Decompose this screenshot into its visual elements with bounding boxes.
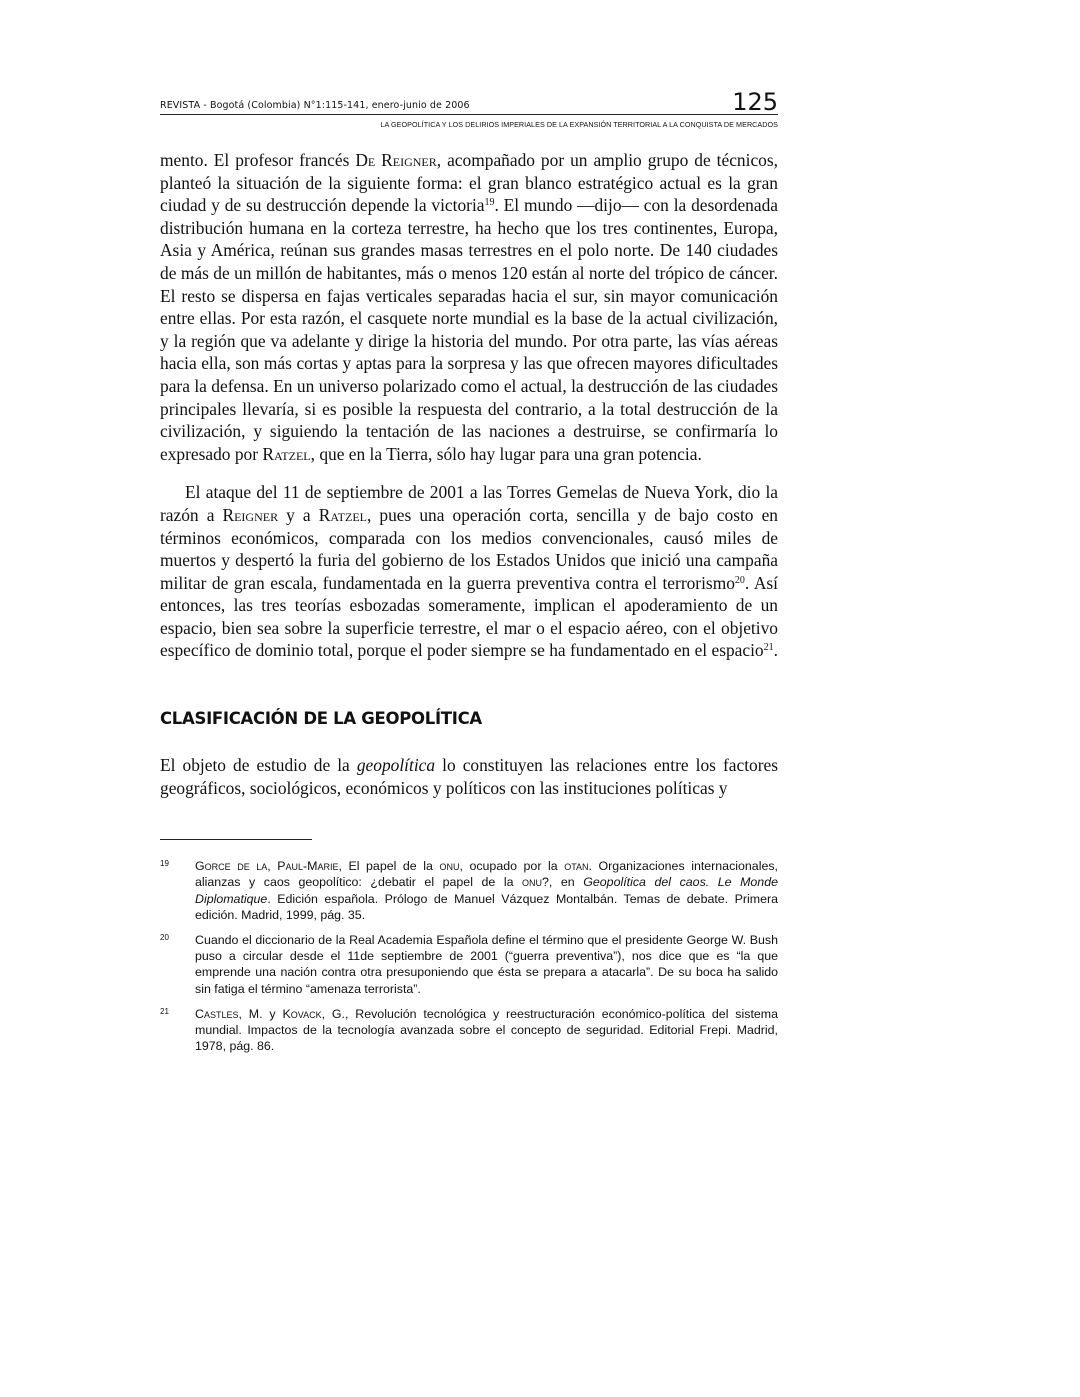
author-name: Reigner [222, 504, 279, 525]
running-title: LA GEOPOLÍTICA Y LOS DELIRIOS IMPERIALES DE LA EXPANSIÓN TERRITORIAL A LA CONQUISTA DE MERCADOS [380, 120, 778, 129]
footnote: 20 Cuando el diccionario de la Real Academia Española define el término que el presidente George W. Bush puso a circular desde el 11de septiembre de 2001 (“guerra preventiva”), nos dice que es “la que emprende una nación contra otra presuponiendo que ésta se prepara a atacarla”. De su boca ha salido sin fatiga el término “amenaza terrorista”. [160, 932, 778, 997]
footnote-number: 19 [160, 859, 169, 869]
footnote-ref: 20 [734, 574, 745, 586]
footnote: 21 Castles, M. y Kovack, G., Revolución tecnológica y reestructuración económico-política del sistema mundial. Impactos de la tecnología avanzada sobre el concepto de seguridad. Editorial Frepi. Madrid, 1978, pág. 86. [160, 1006, 778, 1055]
paragraph-1: mento. El profesor francés De Reigner, acompañado por un amplio grupo de técnicos, planteó la situación de la siguiente forma: el gran blanco estratégico actual es la gran ciudad y de su destrucción depende la victoria$^{19}$. El mundo —dijo— con la desordenada distribución humana en la corteza terrestre, ha hecho que los tres continentes, Europa, Asia y América, reúnan sus grandes masas terrestres en el polo norte. De 140 ciudades de más de un millón de habitantes, más o menos 120 están al norte del trópico de cáncer. El resto se dispersa en fajas verticales separadas hacia el sur, sin mayor comunicación entre ellas. Por esta razón, el casquete norte mundial es la base de la actual civilización, y la región que va adelante y dirige la historia del mundo. Por otra parte, las vías aéreas hacia ella, son más cortas y aptas para la sorpresa y las que ofrecen mayores dificultades para la defensa. En un universo polarizado como el actual, la destrucción de las ciudades principales llevaría, si es posible la respuesta del contrario, a la total destrucción de la civilización, y siguiendo la tentación de las naciones a destruirse, se confirmaría lo expresado por Ratzel, que en la Tierra, sólo hay lugar para una gran potencia. [160, 150, 778, 464]
footnote-ref: 19 [484, 197, 495, 209]
footnotes [160, 858, 778, 1054]
footnote-number: 21 [160, 1006, 169, 1016]
paragraph-3: El objeto de estudio de la geopolítica lo constituyen las relaciones entre los factores geográficos, sociológicos, económicos y políticos con las instituciones políticas y [160, 755, 779, 798]
page-number: 125 [732, 88, 778, 116]
author-name: De Reigner [355, 150, 437, 170]
author-name: Ratzel [318, 504, 367, 525]
footnote-ref: 21 [763, 642, 774, 654]
running-header [160, 86, 778, 115]
page [160, 86, 778, 1063]
author-name: Ratzel [262, 443, 311, 464]
section-heading: CLASIFICACIÓN DE LA GEOPOLÍTICA [160, 709, 482, 729]
footnote: 19 Gorce de la, Paul-Marie, El papel de la onu, ocupado por la otan. Organizaciones internacionales, alianzas y caos geopolítico: ¿debatir el papel de la onu?, en Geopolítica del caos. Le Monde Diplomatique. Edición española. Prólogo de Manuel Vázquez Montalbán. Temas de debate. Primera edición. Madrid, 1999, pág. 35. [160, 858, 778, 923]
footnote-divider [160, 839, 312, 840]
journal-citation: REVISTA - Bogotá (Colombia) N°1:115-141, enero-junio de 2006 [160, 100, 470, 111]
paragraph-2: El ataque del 11 de septiembre de 2001 a las Torres Gemelas de Nueva York, dio la razón a Reigner y a Ratzel, pues una operación corta, sencilla y de bajo costo en términos económicos, comparada con los medios convencionales, causó miles de muertos y despertó la furia del gobierno de los Estados Unidos que inició una campaña militar de gran escala, fundamentada en la guerra preventiva contra el terrorismo$^{20}$. Así entonces, las tres teorías esbozadas someramente, implican el apoderamiento de un espacio, bien sea sobre la superficie terrestre, el mar o el espacio aéreo, con el objetivo específico de dominio total, porque el poder siempre se ha fundamentado en el espacio$^{21}$. [160, 482, 778, 661]
emphasis: geopolítica [356, 755, 436, 776]
footnote-number: 20 [160, 933, 169, 943]
